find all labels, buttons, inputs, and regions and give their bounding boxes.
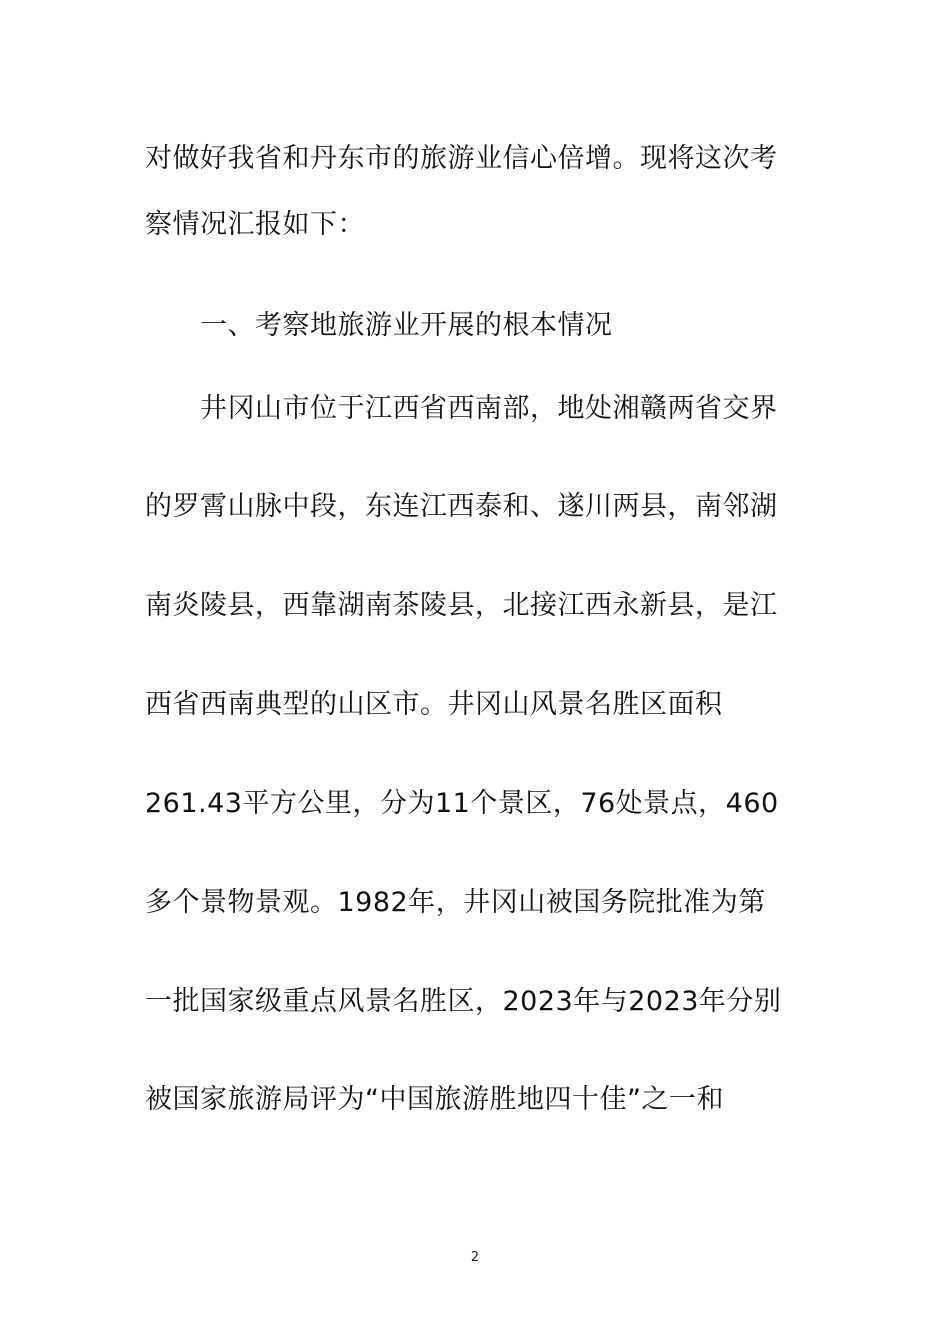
text-line-1: 对做好我省和丹东市的旅游业信心倍增。现将这次考	[145, 143, 778, 174]
paragraph-line-1: 井冈山市位于江西省西南部，地处湘赣两省交界	[200, 393, 778, 424]
paragraph-line-5: 261.43平方公里，分为11个景区，76处景点，460	[145, 788, 779, 819]
paragraph-line-7: 一批国家级重点风景名胜区，2023年与2023年分别	[145, 986, 782, 1017]
paragraph-line-6: 多个景物景观。1982年，井冈山被国务院批准为第	[145, 887, 766, 918]
paragraph-line-4: 西省西南典型的山区市。井冈山风景名胜区面积	[145, 689, 723, 720]
paragraph-line-8: 被国家旅游局评为“中国旅游胜地四十佳”之一和	[145, 1084, 724, 1115]
text-line-2: 察情况汇报如下：	[145, 209, 365, 240]
paragraph-line-2: 的罗霄山脉中段，东连江西泰和、遂川两县，南邻湖	[145, 491, 778, 522]
section-heading: 一、考察地旅游业开展的根本情况	[200, 310, 613, 341]
paragraph-line-3: 南炎陵县，西靠湖南茶陵县，北接江西永新县，是江	[145, 590, 778, 621]
page-number: 2	[470, 1250, 480, 1265]
